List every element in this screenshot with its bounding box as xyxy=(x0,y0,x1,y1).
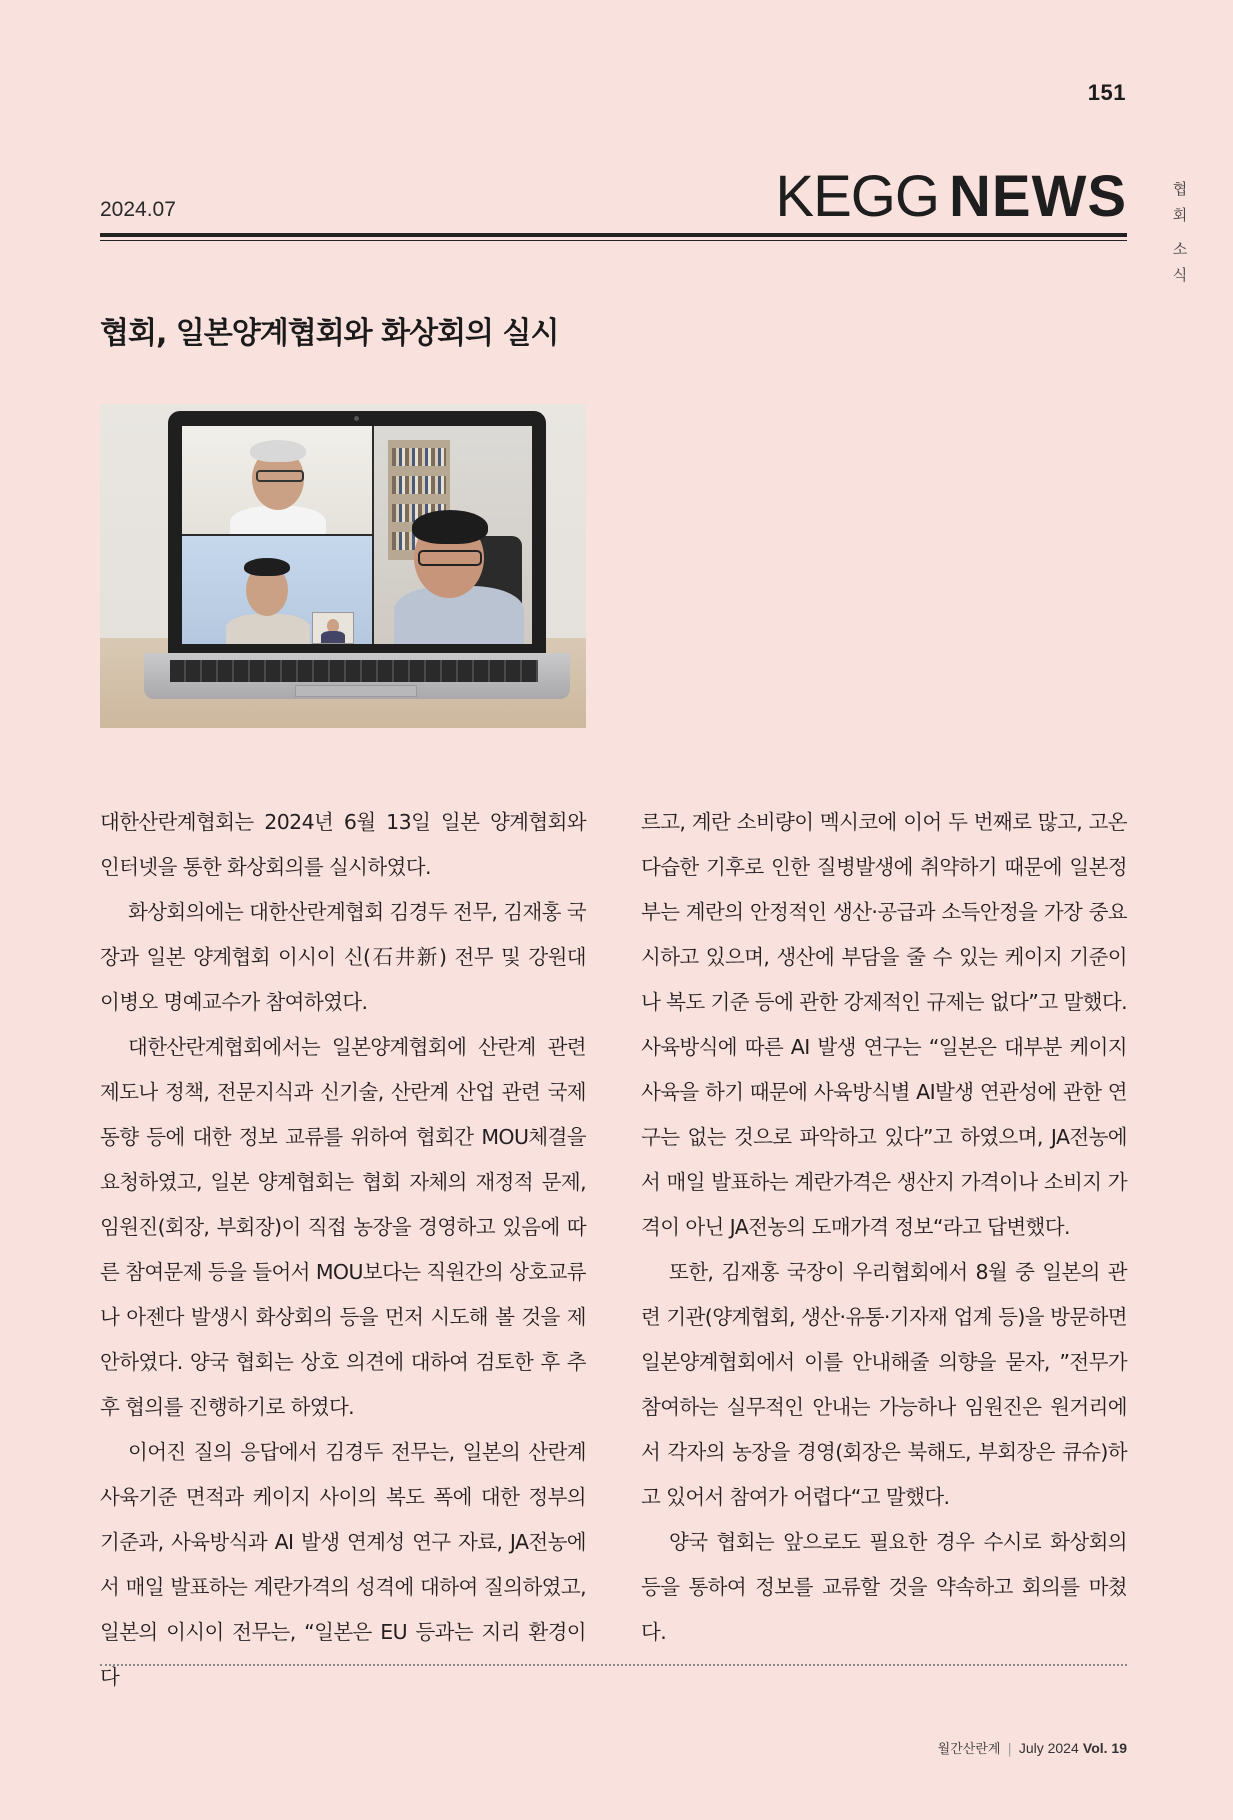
page-footer xyxy=(938,1738,1127,1757)
article-paragraph: 대한산란계협회는 2024년 6월 13일 일본 양계협회와 인터넷을 통한 화상회의를 실시하였다. xyxy=(100,810,586,879)
webcam-icon xyxy=(354,416,359,421)
article-title: 협회, 일본양계협회와 화상회의 실시 xyxy=(100,316,559,351)
side-label-char: 협 xyxy=(1172,180,1188,198)
participant-tile xyxy=(182,536,372,644)
page-number: 151 xyxy=(1087,80,1126,105)
header-rule-thin xyxy=(100,240,1127,241)
header-rule xyxy=(100,233,1127,237)
laptop-trackpad xyxy=(295,685,417,697)
footer-volume: Vol. 19 xyxy=(1082,1740,1127,1756)
side-label-char: 소 xyxy=(1172,240,1188,258)
publication-name: 월간산란계 xyxy=(937,1742,1001,1757)
participant-tile xyxy=(182,426,372,534)
participant-tile xyxy=(374,426,532,644)
footer-month: July 2024 xyxy=(1018,1740,1079,1756)
article-paragraph: 르고, 계란 소비량이 멕시코에 이어 두 번째로 많고, 고온다습한 기후로 인한 질병발생에 취약하기 때문에 일본정부는 계란의 안정적인 생산·공급과 소득안정을 가장 중요시하고 있으며, 생산에 부담을 줄 수 있는 케이지 기준이나 복도 기준 등에 관한 강제적인 규제는 없다”고 말했다. 사육방식에 따른 AI 발생 연구는 “일본은 대부분 케이지 사육을 하기 때문에 사육방식별 AI발생 연관성에 관한 연구는 없는 것으로 파악하고 있다”고 하였으며, JA전농에서 매일 발표하는 계란가격은 생산지 가격이나 소비지 가격이 아닌 JA전농의 도매가격 정보“라고 답변했다. xyxy=(641,810,1127,1239)
section-side-label xyxy=(1168,176,1192,288)
brand-logo xyxy=(775,164,1127,230)
article-paragraph: 이어진 질의 응답에서 김경두 전무는, 일본의 산란계 사육기준 면적과 케이지 사이의 복도 폭에 대한 정부의 기준과, 사육방식과 AI 발생 연계성 연구 자료, JA전농에서 매일 발표하는 계란가격의 성격에 대하여 질의하였고, 일본의 이시이 전무는, “일본은 EU 등과는 지리 환경이 다 xyxy=(100,1440,586,1689)
brand-bold-text: NEWS xyxy=(949,164,1127,229)
brand-light-text: KEGG xyxy=(775,164,939,229)
article-paragraph: 양국 협회는 앞으로도 필요한 경우 수시로 화상회의 등을 통하여 정보를 교류할 것을 약속하고 회의를 마쳤다. xyxy=(641,1530,1127,1644)
article-paragraph: 또한, 김재홍 국장이 우리협회에서 8월 중 일본의 관련 기관(양계협회, 생산·유통·기자재 업계 등)을 방문하면 일본양계협회에서 이를 안내해줄 의향을 묻자, ”전무가 참여하는 실무적인 안내는 가능하나 임원진은 원거리에서 각자의 농장을 경영(회장은 북해도, 부회장은 큐슈)하고 있어서 참여가 어렵다“고 말했다. xyxy=(641,1260,1127,1509)
side-label-char: 회 xyxy=(1172,206,1188,224)
issue-date: 2024.07 xyxy=(100,198,176,221)
article-end-divider xyxy=(100,1664,1127,1666)
side-label-char: 식 xyxy=(1172,266,1188,284)
article-photo xyxy=(100,404,586,728)
article-paragraph: 대한산란계협회에서는 일본양계협회에 산란계 관련 제도나 정책, 전문지식과 신기술, 산란계 산업 관련 국제 동향 등에 대한 정보 교류를 위하여 협회간 MOU체결을 요청하였고, 일본 양계협회는 협회 자체의 재정적 문제, 임원진(회장, 부회장)이 직접 농장을 경영하고 있음에 따른 참여문제 등을 들어서 MOU보다는 직원간의 상호교류나 아젠다 발생시 화상회의 등을 먼저 시도해 볼 것을 제안하였다. 양국 협회는 상호 의견에 대하여 검토한 후 추후 협의를 진행하기로 하였다. xyxy=(100,1035,586,1419)
footer-separator: | xyxy=(1007,1742,1012,1757)
laptop-keyboard xyxy=(170,660,538,682)
video-call-screen xyxy=(182,426,532,644)
article-column-left xyxy=(100,800,586,1700)
article-column-right xyxy=(641,800,1127,1655)
article-paragraph: 화상회의에는 대한산란계협회 김경두 전무, 김재홍 국장과 일본 양계협회 이시이 신(石井新) 전무 및 강원대 이병오 명예교수가 참여하였다. xyxy=(100,900,586,1014)
